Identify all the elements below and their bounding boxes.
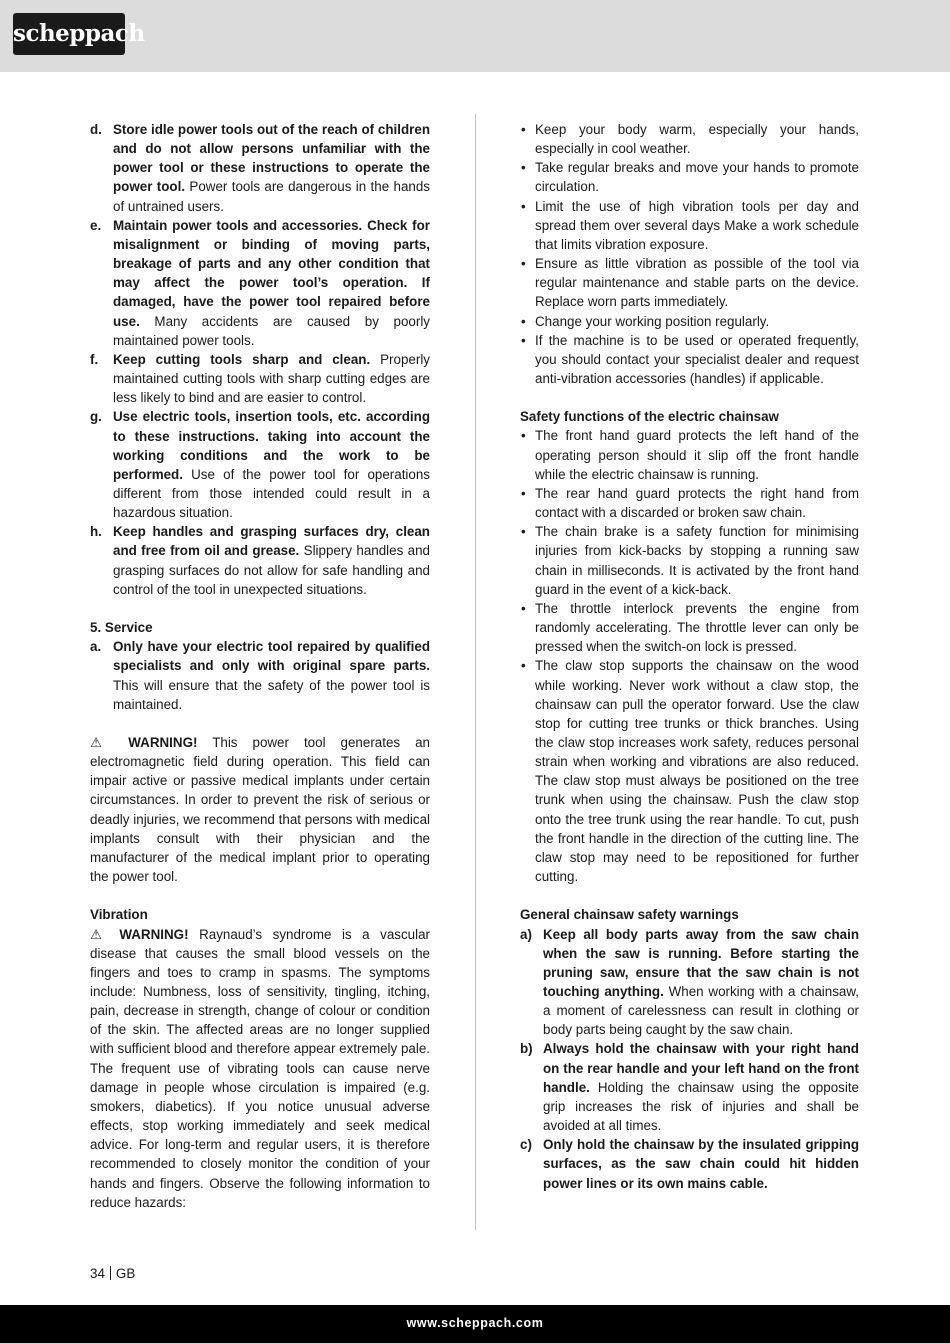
website-link[interactable]: www.scheppach.com	[406, 1316, 544, 1330]
bullet-item: • The chain brake is a safety function for minimising injuries from kick-backs by stopping a running saw chain in milliseconds. It is activated by the front hand guard in the event of a kick-back.	[520, 522, 859, 599]
right-column	[520, 120, 859, 1193]
list-item-b	[520, 1039, 859, 1135]
list-item-a	[520, 925, 859, 1040]
item-text: Many accidents are caused by poorly maintained power tools.	[113, 313, 430, 348]
warning-paragraph-raynaud	[90, 925, 430, 1212]
item-label: e.	[90, 217, 102, 233]
list-item-g	[90, 407, 430, 522]
item-bold-text: Only hold the chainsaw by the insulated gripping surfaces, as the saw chain could hit hidden power lines or its own mains cable.	[543, 1137, 859, 1191]
bullet-text: Ensure as little vibration as possible of the tool via regular maintenance and stable parts on the device. Replace worn parts immediately.	[535, 256, 859, 310]
section-heading-service: 5. Service	[90, 620, 153, 636]
list-item-e	[90, 216, 430, 350]
item-label: f.	[90, 351, 99, 367]
item-label: a)	[520, 926, 532, 942]
warning-text: Raynaud’s syndrome is a vascular disease that causes the small blood vessels on the fingers and toes to cramp in spasms. The symptoms include: Numbness, loss of sensitivity, tingling, itching, pain, decrease in strength, change of colour or condition of the skin. The affected areas are no longer supplied with sufficient blood and therefore appear extremely pale. The frequent use of vibrating tools can cause nerve damage in people whose circulation is impaired (e.g. smokers, diabetics). If you notice unusual adverse effects, stop working immediately and seek medical advice. For long-term and regular users, it is therefore recommended to closely monitor the condition of your hands and fingers. Observe the following information to reduce hazards:	[90, 926, 431, 1210]
item-label: d.	[90, 122, 102, 137]
section-heading-vibration: Vibration	[90, 907, 148, 923]
item-bold-text: Use electric tools, insertion tools, etc. according to these instructions. taking into account the working conditions and the work to be performed.	[113, 409, 430, 482]
item-bold-text: Keep all body parts away from the saw chain when the saw is running. Before starting the pruning saw, ensure that the saw chain is not touching anything.	[543, 926, 859, 999]
list-item-f	[90, 350, 430, 407]
item-bold-text: Only have your electric tool repaired by qualified specialists and only with original spare parts.	[113, 639, 430, 674]
bullet-item: • Take regular breaks and move your hands to promote circulation.	[520, 158, 859, 196]
list-item-a	[90, 637, 430, 714]
page-number	[90, 1264, 135, 1283]
item-text: Power tools are dangerous in the hands of untrained users.	[113, 179, 430, 214]
warning-paragraph-emf	[90, 733, 430, 886]
list-item-c	[520, 1135, 859, 1192]
bullet-text: If the machine is to be used or operated frequently, you should contact your specialist dealer and request anti-vibration accessories (handles) if applicable.	[535, 332, 859, 387]
bullet-text: The claw stop supports the chainsaw on the wood while working. Never work without a claw stop, the chainsaw can pull the operator forward. Use the claw stop for cutting tree trunks or thick branches. Using the claw stop increases work safety, reduces personal strain when working and vibrations are also reduced. The claw stop must always be positioned on the tree trunk when using the chainsaw. Push the claw stop onto the tree trunk using the rear handle. To cut, push the front handle in the direction of the cutting line. The claw stop may need to be repositioned for further cutting.	[535, 658, 859, 885]
page-separator	[110, 1266, 111, 1280]
item-text: Slippery handles and grasping surfaces do not allow for safe handling and control of the tool in unexpected situations.	[113, 543, 430, 597]
bullet-text: Keep your body warm, especially your hands, especially in cool weather.	[535, 122, 859, 157]
bullet-item: • The throttle interlock prevents the engine from randomly accelerating. The throttle lever can only be pressed when the switch-on lock is pressed.	[520, 599, 859, 656]
footer-bar	[0, 1305, 950, 1343]
item-label: g.	[90, 409, 102, 425]
warning-icon: ⚠	[90, 734, 114, 750]
bullet-text: Take regular breaks and move your hands to promote circulation.	[535, 160, 859, 195]
left-column	[90, 120, 430, 1212]
brand-logo: scheppach	[13, 13, 125, 55]
item-text: Holding the chainsaw using the opposite grip increases the risk of injuries and shall be avoided at all times.	[543, 1079, 859, 1134]
item-text: Use of the power tool for operations different from those intended could result in a hazardous situation.	[113, 466, 430, 521]
bullet-item: • The front hand guard protects the left hand of the operating person should it slip off the front handle while the electric chainsaw is running.	[520, 426, 859, 483]
column-divider	[475, 114, 476, 1230]
bullet-item: • Limit the use of high vibration tools per day and spread them over several days Make a work schedule that limits vibration exposure.	[520, 197, 859, 254]
warning-label: WARNING!	[113, 734, 198, 750]
bullet-text: The chain brake is a safety function for minimising injuries from kick-backs by stopping a running saw chain in milliseconds. It is activated by the front hand guard in the event of a kick-back.	[535, 524, 859, 597]
warning-icon: ⚠	[90, 926, 109, 942]
item-label: c)	[520, 1137, 532, 1153]
item-label: h.	[90, 524, 102, 540]
list-item-d	[90, 120, 430, 216]
item-text: Properly maintained cutting tools with sharp cutting edges are less likely to bind and are easier to control.	[113, 351, 430, 406]
item-bold-text: Always hold the chainsaw with your right hand on the rear handle and your left hand on the front handle.	[543, 1041, 859, 1095]
item-label: a.	[90, 639, 102, 655]
header-bar	[0, 0, 950, 72]
section-heading-safety-functions: Safety functions of the electric chainsaw	[520, 409, 779, 425]
warning-label: WARNING!	[108, 926, 189, 942]
bullet-item: • Keep your body warm, especially your hands, especially in cool weather.	[520, 120, 859, 158]
bullet-item: • Change your working position regularly.	[520, 312, 859, 331]
warning-text: This power tool generates an electromagnetic field during operation. This field can impair active or passive medical implants under certain circumstances. In order to prevent the risk of serious or deadly injuries, we recommend that persons with medical implants consult with their physician and the manufacturer of the medical implant prior to operating the power tool.	[90, 734, 430, 885]
item-bold-text: Maintain power tools and accessories. Check for misalignment or binding of moving parts, breakage of parts and any other condition that may affect the power tool’s operation. If damaged, have the power tool repaired before use.	[113, 217, 430, 329]
bullet-item: • If the machine is to be used or operated frequently, you should contact your specialist dealer and request anti-vibration accessories (handles) if applicable.	[520, 331, 859, 388]
bullet-text: The rear hand guard protects the right hand from contact with a discarded or broken saw chain.	[535, 485, 859, 521]
item-text: This will ensure that the safety of the power tool is maintained.	[113, 677, 430, 712]
item-text: When working with a chainsaw, a moment of carelessness can result in clothing or body parts being caught by the saw chain.	[543, 984, 859, 1038]
item-bold-text: Store idle power tools out of the reach of children and do not allow persons unfamiliar with the power tool or these instructions to operate the power tool.	[113, 122, 430, 195]
list-item-h	[90, 522, 430, 599]
page-number-value: 34	[90, 1266, 105, 1281]
bullet-text: The throttle interlock prevents the engine from randomly accelerating. The throttle lever can only be pressed when the switch-on lock is pressed.	[535, 600, 859, 655]
bullet-text: The front hand guard protects the left hand of the operating person should it slip off the front handle while the electric chainsaw is running.	[535, 428, 859, 482]
language-code: GB	[115, 1266, 136, 1281]
bullet-text: Change your working position regularly.	[535, 313, 770, 329]
bullet-item: • The rear hand guard protects the right hand from contact with a discarded or broken saw chain.	[520, 484, 859, 522]
item-bold-text: Keep cutting tools sharp and clean.	[113, 351, 371, 367]
item-label: b)	[520, 1041, 533, 1057]
bullet-item: • Ensure as little vibration as possible of the tool via regular maintenance and stable parts on the device. Replace worn parts immediately.	[520, 254, 859, 311]
bullet-item: • The claw stop supports the chainsaw on the wood while working. Never work without a claw stop, the chainsaw can pull the operator forward. Use the claw stop for cutting tree trunks or thick branches. Using the claw stop increases work safety, reduces personal strain when working and vibrations are also reduced. The claw stop must always be positioned on the tree trunk when using the chainsaw. Push the claw stop onto the tree trunk using the rear handle. To cut, push the front handle in the direction of the cutting line. The claw stop may need to be repositioned for further cutting.	[520, 656, 859, 886]
bullet-text: Limit the use of high vibration tools per day and spread them over several days Make a work schedule that limits vibration exposure.	[535, 198, 859, 252]
section-heading-general-warnings: General chainsaw safety warnings	[520, 907, 739, 923]
item-bold-text: Keep handles and grasping surfaces dry, clean and free from oil and grease.	[113, 524, 430, 559]
